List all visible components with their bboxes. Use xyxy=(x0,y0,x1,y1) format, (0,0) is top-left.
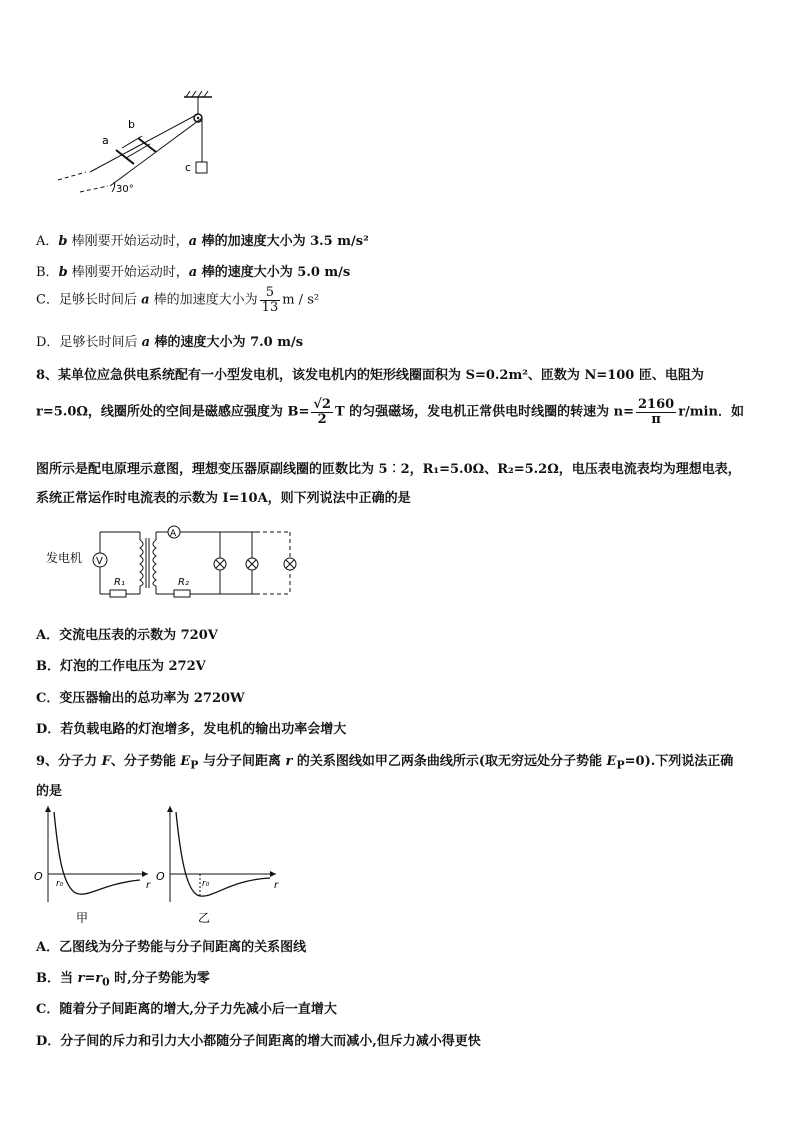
angle-label: 30° xyxy=(116,184,134,195)
voltmeter-label: V xyxy=(96,556,103,567)
q9-option-c: C．随着分子间距离的增大,分子力先减小后一直增大 xyxy=(36,1002,337,1017)
graph-yi-label: 乙 xyxy=(198,911,211,925)
q7-option-c: C．足够长时间后 a 棒的加速度大小为 $\frac{5}{13}$ m / s² xyxy=(36,285,320,315)
incline-rails-figure xyxy=(50,88,230,200)
q8-line-4: 系统正常运作时电流表的示数为 I=10A，则下列说法中正确的是 xyxy=(36,491,411,506)
q8-option-a: A．交流电压表的示数为 720V xyxy=(36,628,218,643)
fraction-5-13: $\frac{5}{13}$ xyxy=(261,285,279,315)
fraction-b: $\frac{√2}{2}$ xyxy=(313,397,331,427)
label-b: b xyxy=(128,118,135,131)
fraction-n: $\frac{2160}{\pi}$ xyxy=(638,397,675,427)
q8-option-c: C．变压器输出的总功率为 2720W xyxy=(36,691,245,706)
label-c: c xyxy=(185,161,192,174)
q8-option-d: D．若负载电路的灯泡增多，发电机的输出功率会增大 xyxy=(36,722,347,737)
force-potential-graphs xyxy=(30,802,290,928)
graph-yi-r: r xyxy=(274,880,279,891)
graph-jia-r: r xyxy=(146,880,151,891)
q9-line-2: 的是 xyxy=(36,784,63,799)
graph-jia-label: 甲 xyxy=(76,911,89,925)
graph-jia-origin: O xyxy=(34,870,43,883)
graph-yi-r0: r₀ xyxy=(202,879,210,889)
label-a: a xyxy=(102,134,109,147)
q9-option-b: B．当 $r=r_0$ 时,分子势能为零 xyxy=(36,971,210,989)
ammeter-label: A xyxy=(170,529,177,539)
q9-line-1: 9、分子力 F、分子势能 $E_P$ 与分子间距离 r 的关系图线如甲乙两条曲线所示(取无穷远处分子势能 $E_P=0$).下列说法正确 xyxy=(36,754,734,772)
q7-option-d: D．足够长时间后 a 棒的速度大小为 7.0 m/s xyxy=(36,335,304,350)
q8-option-b: B．灯泡的工作电压为 272V xyxy=(36,659,206,674)
q8-line-1: 8、某单位应急供电系统配有一小型发电机，该发电机内的矩形线圈面积为 S=0.2m²、匝数为 N=100 匝、电阻为 xyxy=(36,368,704,383)
graph-jia-r0: r₀ xyxy=(56,879,64,889)
power-distribution-circuit xyxy=(44,522,304,602)
q9-option-a: A．乙图线为分子势能与分子间距离的关系图线 xyxy=(36,940,307,955)
graph-yi-origin: O xyxy=(156,870,165,883)
q8-line-2: r=5.0Ω，线圈所处的空间是磁感应强度为 B= $\frac{√2}{2}$ T 的匀强磁场，发电机正常供电时线圈的转速为 n= $\frac{2160}{\pi}$ r/min．如 xyxy=(36,397,744,427)
q7-option-a: A．b 棒刚要开始运动时，a 棒的加速度大小为 3.5 m/s² xyxy=(36,234,369,249)
q9-option-d: D．分子间的斥力和引力大小都随分子间距离的增大而减小,但斥力减小得更快 xyxy=(36,1034,481,1049)
r1-label: R₁ xyxy=(114,577,125,588)
q7-option-b: B．b 棒刚要开始运动时，a 棒的速度大小为 5.0 m/s xyxy=(36,265,351,280)
generator-label: 发电机 xyxy=(46,551,83,565)
q8-line-3: 图所示是配电原理示意图，理想变压器原副线圈的匝数比为 5︰2，R₁=5.0Ω、R₂=5.2Ω，电压表电流表均为理想电表， xyxy=(36,462,741,477)
r2-label: R₂ xyxy=(178,577,189,588)
